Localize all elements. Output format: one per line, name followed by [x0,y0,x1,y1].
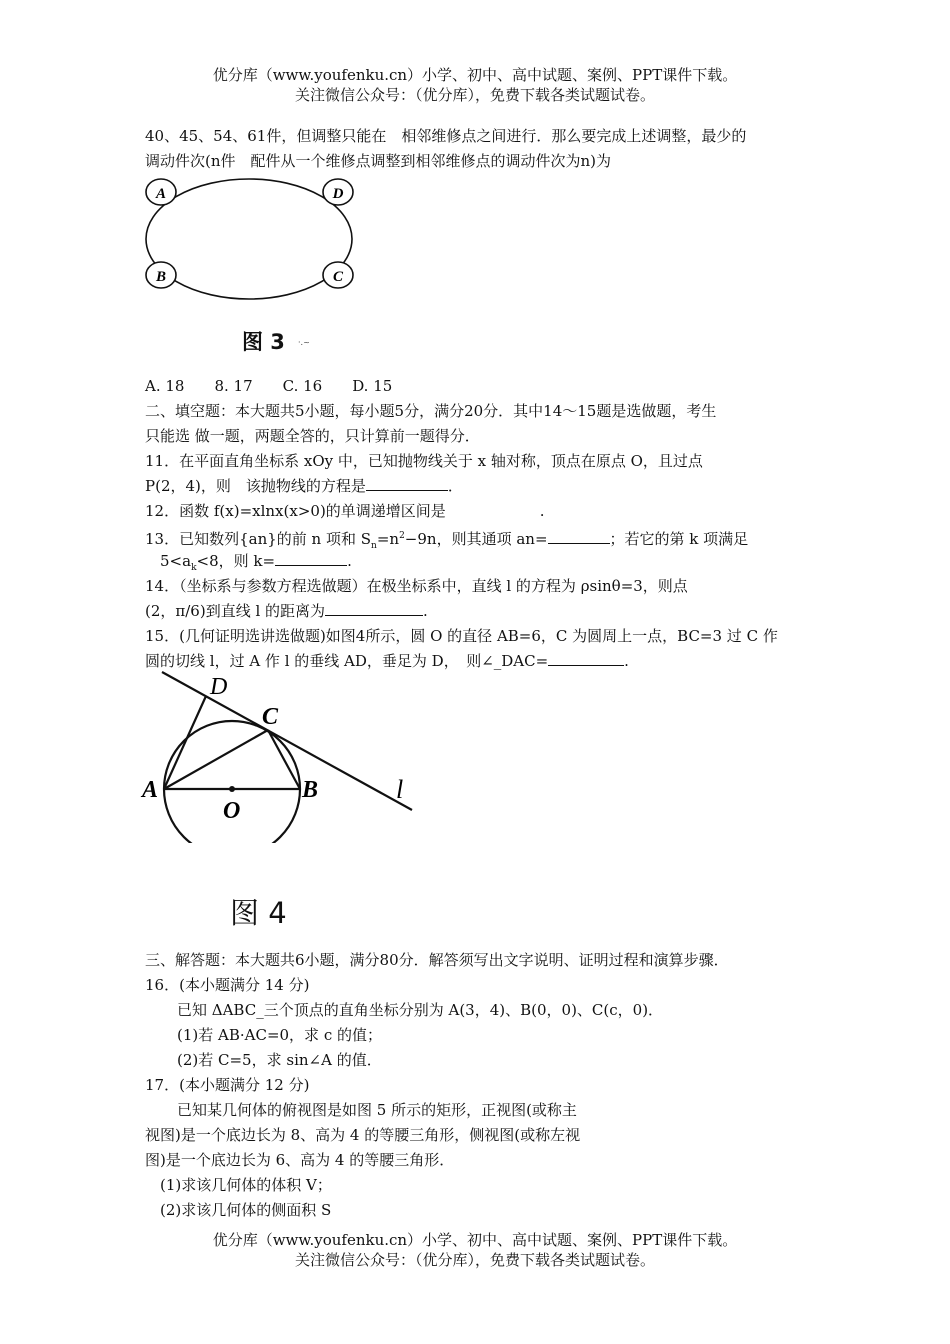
figure-3-mark: ·.~ [298,338,310,347]
q13-part-4: ；若它的第 k 项满足 [609,530,749,548]
q14-end: . [423,602,428,620]
q16-title: 16．(本小题满分 14 分) [145,976,310,994]
q14-line-1: 14．（坐标系与参数方程选做题）在极坐标系中，直线 l 的方程为 ρsinθ=3，则点 [145,577,688,595]
q13-line2b: <8，则 k= [196,552,276,570]
q14-text: (2，π/6)到直线 l 的距离为 [145,602,326,620]
q17-line-1: 已知某几何体的俯视图是如图 5 所示的矩形，正视图(或称主 [177,1101,577,1119]
q11-text: P(2，4)，则 该抛物线的方程是 [145,477,366,495]
q13-k-blank[interactable] [275,551,347,566]
q17-part-2: (2)求该几何体的侧面积 S [160,1201,332,1219]
section-2-line-2: 只能选 做一题，两题全答的，只计算前一题得分． [145,427,480,445]
q10-line-1: 40、45、54、61件，但调整只能在 相邻维修点之间进行．那么要完成上述调整，最少的 [145,127,747,145]
q13-sub-n: n [371,541,377,551]
q15-line-1: 15．(几何证明选讲选做题)如图4所示，圆 O 的直径 AB=6，C 为圆周上一点，BC=3 过 C 作 [145,627,778,645]
page-footer-line-2: 关注微信公众号：（优分库），免费下载各类试题试卷。 [294,1251,655,1269]
q14-line-2 [145,601,428,621]
q12-end: . [539,502,545,520]
page-footer-line-1: 优分库（www.youfenku.cn）小学、初中、高中试题、案例、PPT课件下载。 [212,1231,738,1249]
page-header-line-2: 关注微信公众号：（优分库），免费下载各类试题试卷。 [294,86,655,104]
segment-ac [164,730,268,789]
q10-options: A. 18 8. 17 C. 16 D. 15 [145,377,393,395]
q13-sup-2: 2 [399,531,405,541]
figure-4-caption: 图 4 [230,896,287,930]
q13-part-2: =n [376,530,400,548]
q13-line-2 [160,551,352,578]
q13-part-1: 13．已知数列{an}的前 n 项和 S [145,530,372,548]
segment-ad [164,696,206,789]
node-a-label: A [155,186,167,202]
section-3-heading: 三、解答题：本大题共6小题，满分80分．解答须写出文字说明、证明过程和演算步骤． [145,951,729,969]
q13-sub-k: k [191,563,197,573]
node-d-label: D [332,186,344,202]
label-d: D [210,674,228,700]
q12-line [145,501,545,521]
q13-end: . [347,552,352,570]
figure-3-caption: 图 3 [242,330,285,354]
q12-text: 12．函数 f(x)=xlnx(x>0)的单调递增区间是 [145,502,446,520]
node-c [323,262,353,288]
node-b [146,262,176,288]
q13-an-blank[interactable] [548,529,610,544]
q16-part-2: (2)若 C=5，求 sin∠A 的值． [177,1051,382,1069]
figure-4-diagram [140,668,420,843]
label-c: C [262,704,279,730]
q17-part-1: (1)求该几何体的体积 V； [160,1176,332,1194]
label-o: O [223,798,241,824]
q16-stem: 已知 ΔABC_三个顶点的直角坐标分别为 A(3，4)、B(0，0)、C(c，0)． [177,1001,664,1019]
q11-answer-blank[interactable] [366,476,448,491]
q15-end: . [624,652,629,670]
q15-answer-blank[interactable] [548,651,624,666]
node-b-label: B [155,269,167,285]
q11-line-1: 11．在平面直角坐标系 xOy 中，已知抛物线关于 x 轴对称，顶点在原点 O，且过点 [145,452,703,470]
q17-title: 17．(本小题满分 12 分) [145,1076,310,1094]
q16-part-1: (1)若 AB·AC=0，求 c 的值； [177,1026,382,1044]
center-point-o [229,786,235,792]
q14-answer-blank[interactable] [325,601,423,616]
node-c-label: C [332,269,344,285]
q13-part-3: −9n，则其通项 an= [404,530,548,548]
label-a: A [142,777,159,803]
node-a [146,179,176,205]
label-b: B [302,777,319,803]
q17-line-3: 图)是一个底边长为 6、高为 4 的等腰三角形． [145,1151,455,1169]
section-2-line-1: 二、填空题：本大题共5小题，每小题5分，满分20分．其中14～15题是选做题，考生 [145,402,717,420]
q10-line-2: 调动件次(n件 配件从一个维修点调整到相邻维修点的调动件次为n)为 [145,152,612,170]
q11-end: ． [447,477,463,495]
page-header-line-1: 优分库（www.youfenku.cn）小学、初中、高中试题、案例、PPT课件下载。 [212,66,738,84]
circle-o [164,721,300,843]
q17-line-2: 视图)是一个底边长为 8、高为 4 的等腰三角形，侧视图(或称左视 [145,1126,581,1144]
repair-loop-ellipse [146,179,352,299]
node-d [323,179,353,205]
figure-3-diagram [140,172,360,307]
q11-line-2 [145,476,463,496]
q15-text: 圆的切线 l，过 A 作 l 的垂线 AD，垂足为 D， 则∠_DAC= [145,652,549,670]
label-l: l [396,775,404,804]
q13-line2a: 5<a [160,552,192,570]
